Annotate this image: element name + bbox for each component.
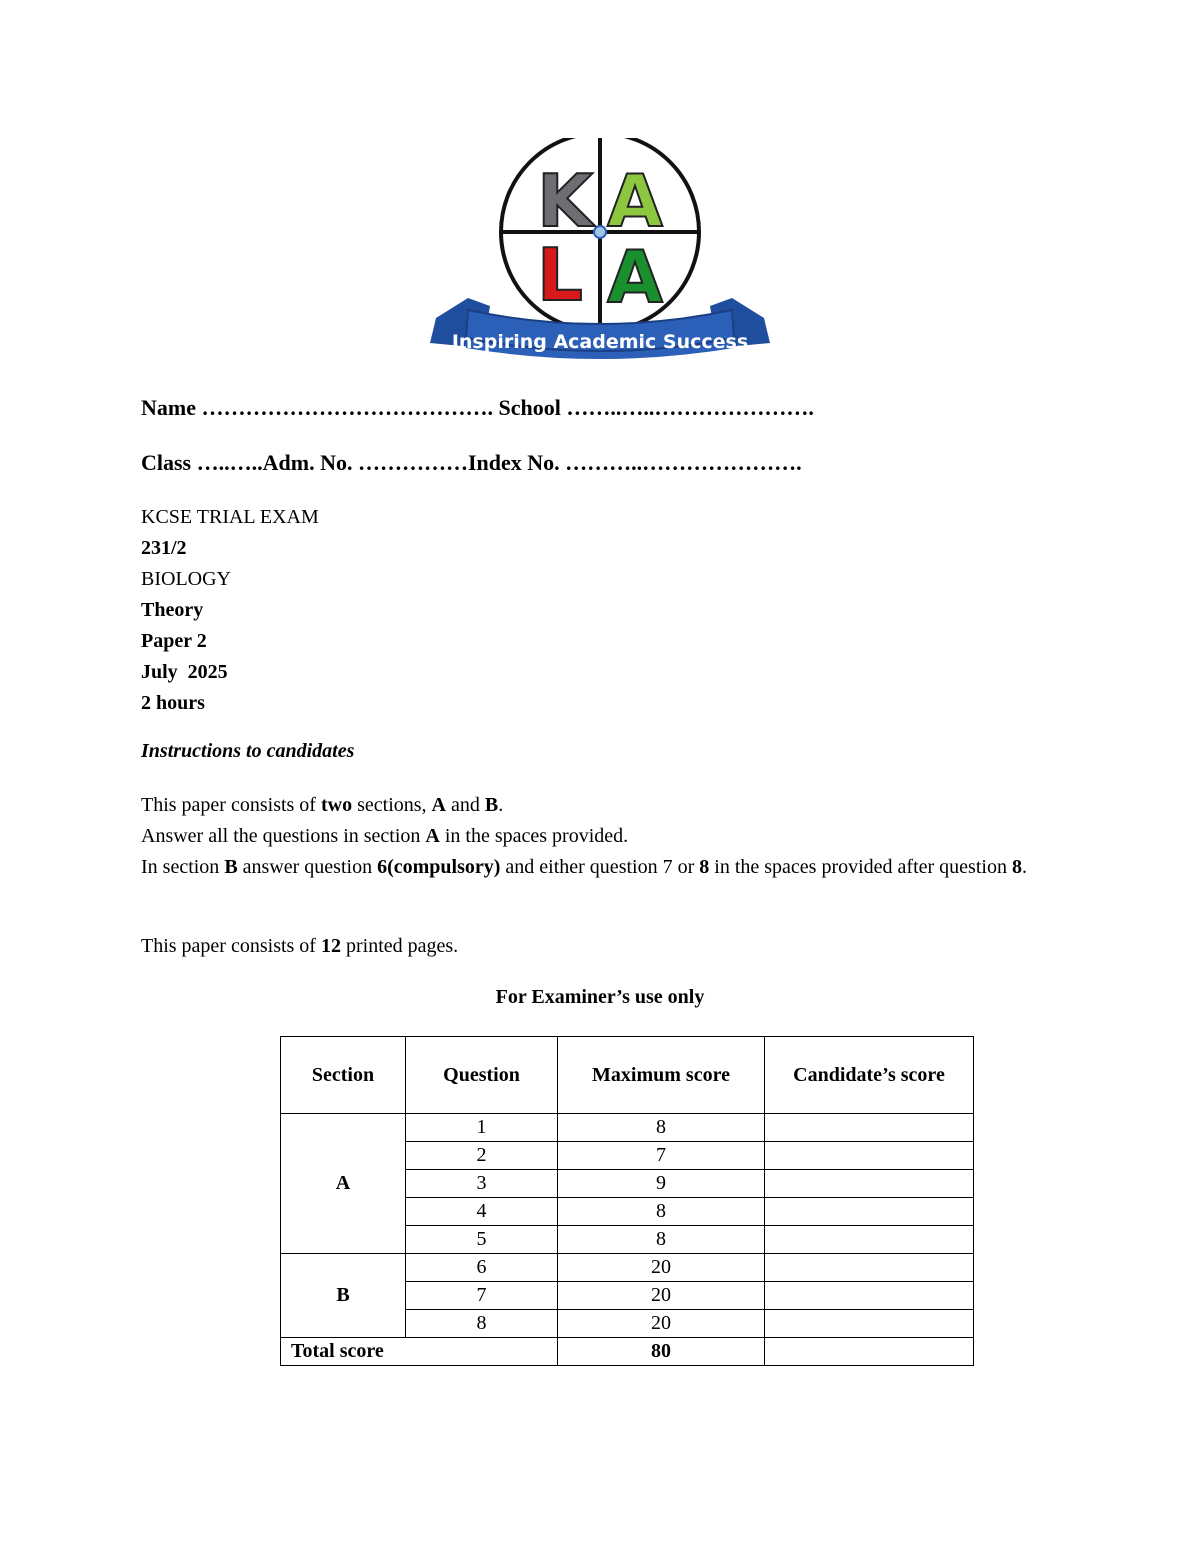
- question-cell: 4: [406, 1198, 558, 1226]
- total-row: [281, 1338, 974, 1366]
- instruction-line-3: In section B answer question 6(compulsory) and either question 7 or 8 in the spaces provided after question 8.: [141, 856, 1027, 878]
- logo-letter-l: L: [537, 233, 583, 317]
- max-score-cell: 8: [558, 1226, 765, 1254]
- candidate-score-cell[interactable]: [765, 1226, 974, 1254]
- table-row: [281, 1254, 974, 1282]
- header-question: Question: [406, 1037, 558, 1114]
- candidate-score-cell[interactable]: [765, 1142, 974, 1170]
- max-score-cell: 8: [558, 1198, 765, 1226]
- candidate-score-cell[interactable]: [765, 1198, 974, 1226]
- candidate-score-cell[interactable]: [765, 1254, 974, 1282]
- max-score-cell: 7: [558, 1142, 765, 1170]
- instructions-title: Instructions to candidates: [141, 740, 355, 762]
- candidate-score-cell[interactable]: [765, 1114, 974, 1142]
- name-school-field[interactable]: Name …………………………………. School ……..…..………………….: [141, 395, 814, 420]
- logo-letter-a1: A: [607, 159, 663, 243]
- exam-date: July 2025: [141, 661, 228, 683]
- candidate-score-cell[interactable]: [765, 1170, 974, 1198]
- exam-paper: Paper 2: [141, 630, 207, 652]
- question-cell: 7: [406, 1282, 558, 1310]
- question-cell: 6: [406, 1254, 558, 1282]
- max-score-cell: 8: [558, 1114, 765, 1142]
- class-adm-index-field[interactable]: Class …..…..Adm. No. ……………Index No. ………..………………….: [141, 450, 802, 475]
- header-max-score: Maximum score: [558, 1037, 765, 1114]
- exam-meta: [141, 502, 319, 719]
- exam-duration: 2 hours: [141, 692, 205, 714]
- exam-subject: BIOLOGY: [141, 568, 231, 590]
- logo-tagline: Inspiring Academic Success: [451, 331, 749, 353]
- instructions-body: [141, 790, 1041, 883]
- max-score-cell: 20: [558, 1254, 765, 1282]
- total-candidate-score-cell[interactable]: [765, 1338, 974, 1366]
- exam-name: KCSE TRIAL EXAM: [141, 506, 319, 528]
- candidate-score-cell[interactable]: [765, 1310, 974, 1338]
- instruction-line-2: Answer all the questions in section A in the spaces provided.: [141, 825, 629, 847]
- logo-letter-a2: A: [607, 235, 663, 319]
- max-score-cell: 20: [558, 1310, 765, 1338]
- max-score-cell: 20: [558, 1282, 765, 1310]
- section-a-cell: A: [281, 1114, 406, 1254]
- page-count-note: This paper consists of 12 printed pages.: [141, 935, 459, 957]
- question-cell: 1: [406, 1114, 558, 1142]
- exam-code: 231/2: [141, 537, 187, 559]
- logo-letter-k: K: [537, 159, 593, 243]
- table-header-row: [281, 1037, 974, 1114]
- question-cell: 8: [406, 1310, 558, 1338]
- question-cell: 5: [406, 1226, 558, 1254]
- total-value: 80: [558, 1338, 765, 1366]
- examiner-title: For Examiner’s use only: [495, 986, 705, 1008]
- header-section: Section: [281, 1037, 406, 1114]
- instruction-line-1: This paper consists of two sections, A and B.: [141, 794, 504, 816]
- max-score-cell: 9: [558, 1170, 765, 1198]
- total-label: Total score: [281, 1338, 558, 1366]
- section-b-cell: B: [281, 1254, 406, 1338]
- header-candidate-score: Candidate’s score: [765, 1037, 974, 1114]
- kala-logo: [428, 138, 772, 368]
- candidate-score-cell[interactable]: [765, 1282, 974, 1310]
- question-cell: 2: [406, 1142, 558, 1170]
- table-row: [281, 1114, 974, 1142]
- exam-type: Theory: [141, 599, 204, 621]
- question-cell: 3: [406, 1170, 558, 1198]
- score-table: [280, 1036, 974, 1366]
